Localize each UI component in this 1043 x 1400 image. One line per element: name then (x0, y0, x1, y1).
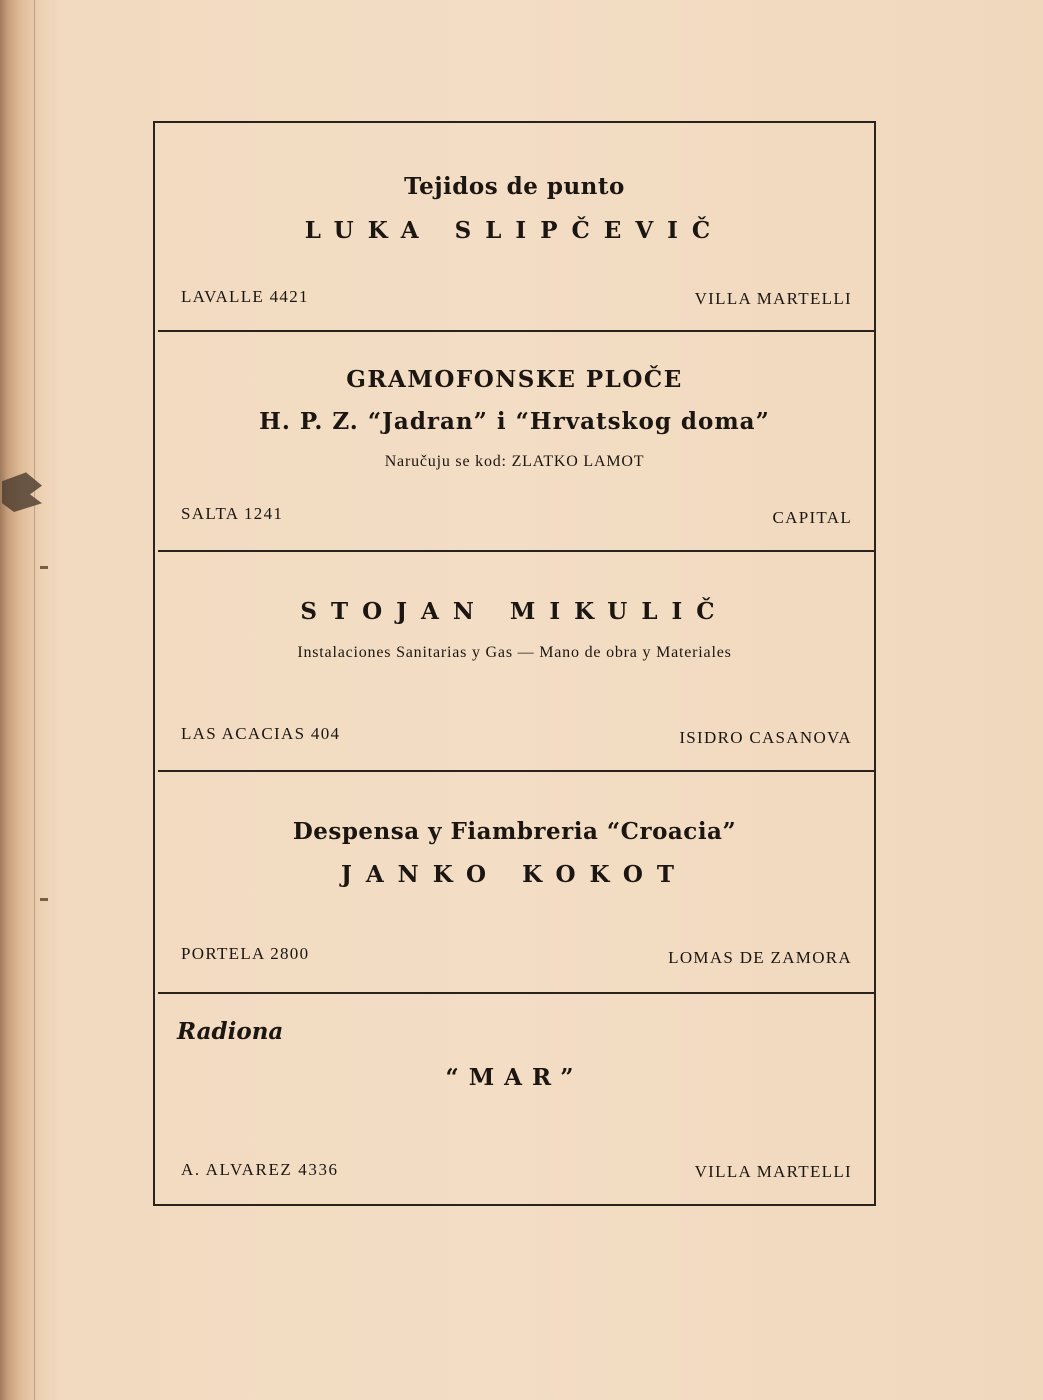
ad-1-line1: Tejidos de punto (404, 173, 625, 200)
ad-stojan-mikulic (155, 552, 874, 770)
ad-1-name: LUKA SLIPČEVIČ (304, 217, 725, 244)
ad-3-location: ISIDRO CASANOVA (679, 728, 852, 747)
binding-stitch (40, 566, 48, 569)
ad-2-title: GRAMOFONSKE PLOČE (346, 366, 683, 393)
advertisement-frame (153, 121, 876, 1206)
ad-3-services: Instalaciones Sanitarias y Gas — Mano de obra y Materiales (297, 644, 732, 661)
ad-1-address: LAVALLE 4421 (181, 287, 309, 306)
ad-2-location: CAPITAL (772, 508, 852, 527)
ad-5-script-label: Radiona (177, 1018, 284, 1045)
ad-2-address: SALTA 1241 (181, 504, 284, 523)
binding-stitch (40, 898, 48, 901)
spine-fold (34, 0, 35, 1400)
ad-4-name: JANKO KOKOT (340, 861, 689, 888)
ad-5-location: VILLA MARTELLI (694, 1162, 852, 1181)
ad-4-address: PORTELA 2800 (181, 944, 310, 963)
ad-1-location: VILLA MARTELLI (694, 289, 852, 308)
ad-2-order-note: Naručuju se kod: ZLATKO LAMOT (384, 453, 645, 470)
ad-luka-slipcevic (155, 123, 874, 331)
ad-3-name: STOJAN MIKULIČ (300, 598, 729, 625)
ad-janko-kokot (155, 772, 874, 992)
ad-2-subtitle: H. P. Z. “Jadran” i “Hrvatskog doma” (259, 408, 770, 435)
ad-gramofonske-ploce (155, 332, 874, 550)
ad-radiona-mar (155, 994, 874, 1206)
ad-4-location: LOMAS DE ZAMORA (668, 948, 852, 967)
binding-edge (0, 0, 52, 1400)
ad-5-name: “MAR” (445, 1064, 584, 1091)
ad-3-address: LAS ACACIAS 404 (181, 724, 341, 743)
ad-5-address: A. ALVAREZ 4336 (181, 1160, 339, 1179)
ad-4-shop-name: Despensa y Fiambreria “Croacia” (292, 818, 737, 845)
